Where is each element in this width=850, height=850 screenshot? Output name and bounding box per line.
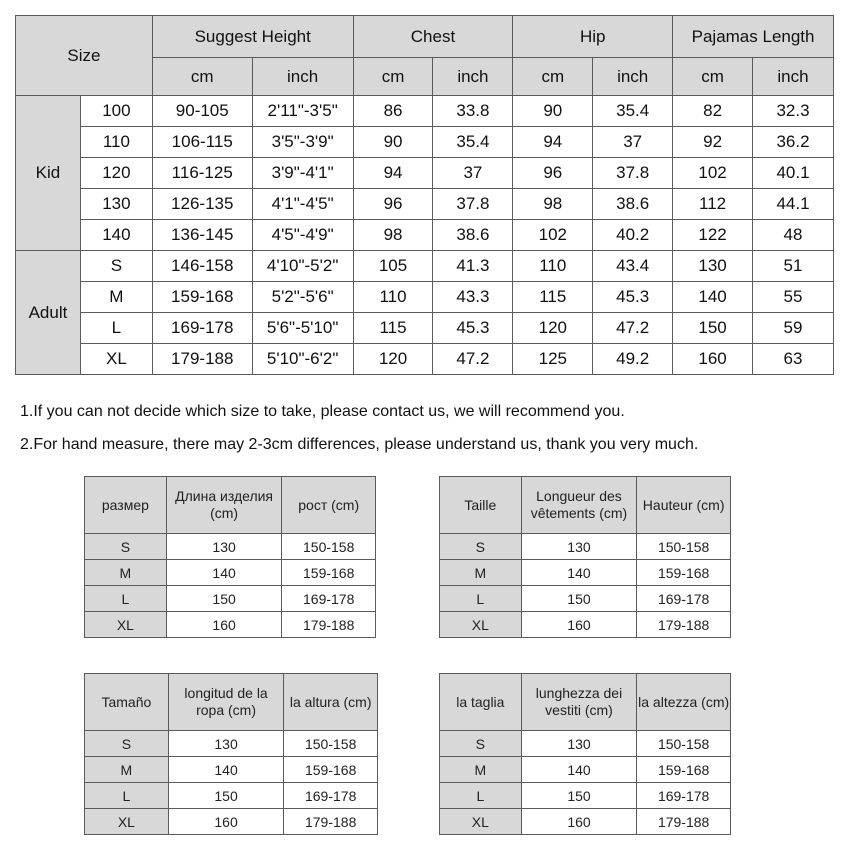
- size-cell: 140: [80, 220, 152, 251]
- value-cell: 140: [521, 560, 637, 586]
- note-measure-difference: 2.For hand measure, there may 2-3cm differences, please understand us, thank you very much.: [20, 436, 699, 453]
- unit-header: inch: [593, 58, 673, 96]
- size-cell: M: [440, 757, 522, 783]
- table-row: [16, 96, 834, 127]
- value-cell: 159-168: [637, 757, 731, 783]
- value-cell: 116-125: [152, 158, 252, 189]
- value-cell: 140: [521, 757, 637, 783]
- table-row: [85, 586, 376, 612]
- size-cell: XL: [85, 612, 167, 638]
- value-cell: 47.2: [433, 344, 513, 375]
- value-cell: 140: [168, 757, 284, 783]
- value-cell: 4'1"-4'5": [252, 189, 353, 220]
- table-row: [16, 251, 834, 282]
- value-cell: 4'10"-5'2": [252, 251, 353, 282]
- value-cell: 3'9"-4'1": [252, 158, 353, 189]
- value-cell: 36.2: [753, 127, 834, 158]
- value-cell: 150-158: [637, 731, 731, 757]
- table-row: [85, 560, 376, 586]
- size-cell: 120: [80, 158, 152, 189]
- header-size: Tamaño: [85, 674, 169, 731]
- value-cell: 43.4: [593, 251, 673, 282]
- value-cell: 120: [513, 313, 593, 344]
- value-cell: 115: [513, 282, 593, 313]
- size-cell: M: [85, 560, 167, 586]
- unit-header: cm: [353, 58, 433, 96]
- header-garment-length: lunghezza dei vestiti (cm): [521, 674, 637, 731]
- group-header-length: Pajamas Length: [673, 16, 834, 58]
- value-cell: 5'6"-5'10": [252, 313, 353, 344]
- size-table-russian: [84, 476, 376, 638]
- section-label: Kid: [16, 96, 81, 251]
- value-cell: 169-178: [637, 783, 731, 809]
- table-row: [440, 586, 731, 612]
- size-cell: L: [80, 313, 152, 344]
- value-cell: 37: [433, 158, 513, 189]
- value-cell: 136-145: [152, 220, 252, 251]
- value-cell: 40.2: [593, 220, 673, 251]
- value-cell: 140: [673, 282, 753, 313]
- value-cell: 94: [353, 158, 433, 189]
- size-table-spanish: [84, 673, 378, 835]
- table-row: [16, 158, 834, 189]
- size-cell: S: [85, 534, 167, 560]
- value-cell: 159-168: [637, 560, 731, 586]
- header-height: рост (cm): [282, 477, 376, 534]
- value-cell: 98: [513, 189, 593, 220]
- value-cell: 38.6: [593, 189, 673, 220]
- table-row: [16, 282, 834, 313]
- group-header-height: Suggest Height: [152, 16, 353, 58]
- value-cell: 150: [673, 313, 753, 344]
- size-cell: XL: [440, 612, 522, 638]
- group-header-chest: Chest: [353, 16, 513, 58]
- value-cell: 150: [521, 586, 637, 612]
- table-row: [85, 534, 376, 560]
- value-cell: 48: [753, 220, 834, 251]
- value-cell: 150-158: [282, 534, 376, 560]
- table-row: [440, 560, 731, 586]
- size-cell: M: [440, 560, 522, 586]
- value-cell: 179-188: [282, 612, 376, 638]
- header-height: la altura (cm): [284, 674, 378, 731]
- value-cell: 98: [353, 220, 433, 251]
- size-cell: L: [440, 783, 522, 809]
- value-cell: 160: [166, 612, 282, 638]
- value-cell: 37.8: [433, 189, 513, 220]
- size-cell: XL: [440, 809, 522, 835]
- value-cell: 179-188: [284, 809, 378, 835]
- value-cell: 150: [168, 783, 284, 809]
- table-row: [85, 612, 376, 638]
- header-garment-length: longitud de la ropa (cm): [168, 674, 284, 731]
- note-contact: 1.If you can not decide which size to take, please contact us, we will recommend you.: [20, 403, 625, 420]
- value-cell: 160: [673, 344, 753, 375]
- value-cell: 179-188: [152, 344, 252, 375]
- group-header-hip: Hip: [513, 16, 673, 58]
- size-cell: XL: [85, 809, 169, 835]
- value-cell: 40.1: [753, 158, 834, 189]
- value-cell: 130: [673, 251, 753, 282]
- value-cell: 179-188: [637, 809, 731, 835]
- value-cell: 105: [353, 251, 433, 282]
- value-cell: 37.8: [593, 158, 673, 189]
- value-cell: 3'5"-3'9": [252, 127, 353, 158]
- size-cell: S: [440, 731, 522, 757]
- size-cell: M: [80, 282, 152, 313]
- value-cell: 102: [673, 158, 753, 189]
- value-cell: 130: [521, 534, 637, 560]
- table-row: [440, 757, 731, 783]
- value-cell: 160: [521, 612, 637, 638]
- table-row: [85, 809, 378, 835]
- value-cell: 45.3: [433, 313, 513, 344]
- header-size: размер: [85, 477, 167, 534]
- size-cell: L: [85, 586, 167, 612]
- value-cell: 59: [753, 313, 834, 344]
- value-cell: 35.4: [593, 96, 673, 127]
- table-row: [440, 612, 731, 638]
- unit-header: inch: [753, 58, 834, 96]
- size-cell: XL: [80, 344, 152, 375]
- value-cell: 90: [513, 96, 593, 127]
- value-cell: 96: [513, 158, 593, 189]
- value-cell: 130: [168, 731, 284, 757]
- table-row: [440, 783, 731, 809]
- value-cell: 169-178: [152, 313, 252, 344]
- value-cell: 169-178: [282, 586, 376, 612]
- value-cell: 169-178: [637, 586, 731, 612]
- value-cell: 150: [166, 586, 282, 612]
- unit-header: inch: [252, 58, 353, 96]
- value-cell: 47.2: [593, 313, 673, 344]
- value-cell: 159-168: [282, 560, 376, 586]
- value-cell: 4'5"-4'9": [252, 220, 353, 251]
- value-cell: 125: [513, 344, 593, 375]
- value-cell: 179-188: [637, 612, 731, 638]
- size-cell: M: [85, 757, 169, 783]
- value-cell: 146-158: [152, 251, 252, 282]
- size-cell: 110: [80, 127, 152, 158]
- value-cell: 112: [673, 189, 753, 220]
- value-cell: 150-158: [284, 731, 378, 757]
- unit-header: cm: [513, 58, 593, 96]
- size-cell: S: [80, 251, 152, 282]
- header-height: la altezza (cm): [637, 674, 731, 731]
- size-cell: 130: [80, 189, 152, 220]
- unit-header: cm: [152, 58, 252, 96]
- value-cell: 33.8: [433, 96, 513, 127]
- value-cell: 130: [521, 731, 637, 757]
- value-cell: 82: [673, 96, 753, 127]
- value-cell: 2'11"-3'5": [252, 96, 353, 127]
- value-cell: 45.3: [593, 282, 673, 313]
- size-cell: L: [85, 783, 169, 809]
- size-table-french: [439, 476, 731, 638]
- value-cell: 38.6: [433, 220, 513, 251]
- value-cell: 86: [353, 96, 433, 127]
- size-chart-body: [16, 96, 834, 375]
- value-cell: 160: [168, 809, 284, 835]
- header-height: Hauteur (cm): [637, 477, 731, 534]
- value-cell: 110: [353, 282, 433, 313]
- value-cell: 41.3: [433, 251, 513, 282]
- value-cell: 92: [673, 127, 753, 158]
- size-cell: S: [85, 731, 169, 757]
- value-cell: 44.1: [753, 189, 834, 220]
- value-cell: 120: [353, 344, 433, 375]
- value-cell: 122: [673, 220, 753, 251]
- value-cell: 37: [593, 127, 673, 158]
- value-cell: 115: [353, 313, 433, 344]
- header-size: Taille: [440, 477, 522, 534]
- value-cell: 49.2: [593, 344, 673, 375]
- size-header: Size: [16, 16, 153, 96]
- section-label: Adult: [16, 251, 81, 375]
- value-cell: 140: [166, 560, 282, 586]
- table-row: [85, 731, 378, 757]
- table-row: [16, 127, 834, 158]
- value-cell: 106-115: [152, 127, 252, 158]
- value-cell: 150: [521, 783, 637, 809]
- header-garment-length: Longueur des vêtements (cm): [521, 477, 637, 534]
- value-cell: 55: [753, 282, 834, 313]
- value-cell: 159-168: [152, 282, 252, 313]
- table-row: [440, 731, 731, 757]
- value-cell: 126-135: [152, 189, 252, 220]
- size-cell: 100: [80, 96, 152, 127]
- table-row: [440, 809, 731, 835]
- unit-header: cm: [673, 58, 753, 96]
- value-cell: 94: [513, 127, 593, 158]
- value-cell: 5'2"-5'6": [252, 282, 353, 313]
- size-cell: S: [440, 534, 522, 560]
- value-cell: 35.4: [433, 127, 513, 158]
- unit-header: inch: [433, 58, 513, 96]
- table-row: [440, 534, 731, 560]
- table-row: [85, 757, 378, 783]
- header-size: la taglia: [440, 674, 522, 731]
- value-cell: 110: [513, 251, 593, 282]
- size-table-italian: [439, 673, 731, 835]
- value-cell: 96: [353, 189, 433, 220]
- size-cell: L: [440, 586, 522, 612]
- value-cell: 159-168: [284, 757, 378, 783]
- value-cell: 43.3: [433, 282, 513, 313]
- table-row: [16, 189, 834, 220]
- table-row: [85, 783, 378, 809]
- size-chart-table: [15, 15, 834, 375]
- value-cell: 63: [753, 344, 834, 375]
- header-garment-length: Длина изделия (cm): [166, 477, 282, 534]
- table-row: [16, 344, 834, 375]
- value-cell: 32.3: [753, 96, 834, 127]
- value-cell: 90: [353, 127, 433, 158]
- value-cell: 102: [513, 220, 593, 251]
- value-cell: 51: [753, 251, 834, 282]
- value-cell: 90-105: [152, 96, 252, 127]
- table-row: [16, 220, 834, 251]
- value-cell: 160: [521, 809, 637, 835]
- value-cell: 169-178: [284, 783, 378, 809]
- value-cell: 130: [166, 534, 282, 560]
- value-cell: 5'10"-6'2": [252, 344, 353, 375]
- value-cell: 150-158: [637, 534, 731, 560]
- table-row: [16, 313, 834, 344]
